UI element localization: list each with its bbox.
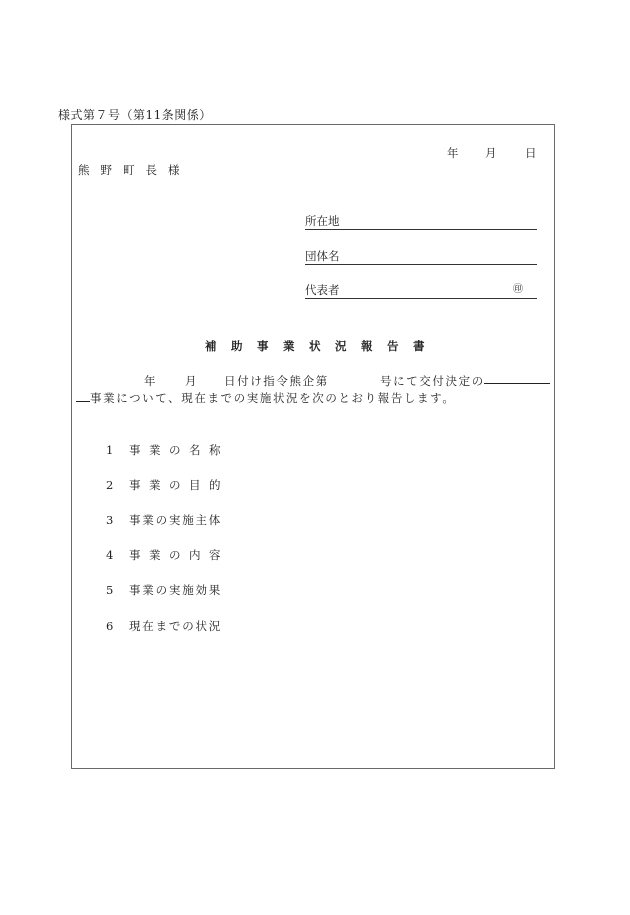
item-implementing-body [106, 512, 222, 528]
item-number: 5 [106, 583, 114, 597]
item-number: 6 [106, 619, 114, 633]
item-label: 事業の実施主体 [129, 513, 223, 527]
addressee: 熊野町長様 [78, 163, 191, 177]
item-label: 事業の名称 [129, 443, 229, 457]
body-report-text: 事業について、現在までの実施状況を次のとおり報告します。 [90, 391, 456, 405]
organization-name-field[interactable] [305, 248, 537, 265]
body-year-label: 年 [144, 374, 158, 388]
item-number: 3 [106, 513, 114, 527]
address-field-label: 所在地 [305, 214, 340, 228]
item-label: 現在までの状況 [129, 619, 223, 633]
form-number-label: 様式第７号（第11条関係） [58, 108, 212, 122]
item-label: 事業の実施効果 [129, 583, 223, 597]
representative-field[interactable] [305, 282, 537, 299]
item-project-name [106, 442, 229, 458]
document-title: 補助事業状況報告書 [205, 339, 439, 353]
item-number: 4 [106, 548, 114, 562]
representative-field-label: 代表者 [305, 283, 340, 297]
date-year-label: 年 [447, 146, 459, 160]
project-name-blank-2[interactable] [76, 389, 90, 402]
item-number: 1 [106, 443, 114, 457]
body-decision-text: 号にて交付決定の [380, 374, 485, 388]
item-current-status [106, 618, 222, 634]
seal-icon: ㊞ [513, 284, 523, 295]
body-month-label: 月 [185, 374, 199, 388]
project-name-blank-1[interactable] [484, 371, 550, 384]
item-project-purpose [106, 477, 229, 493]
date-day-label: 日 [525, 146, 537, 160]
item-project-content [106, 547, 229, 563]
item-label: 事業の内容 [129, 548, 229, 562]
date-month-label: 月 [485, 146, 497, 160]
organization-name-field-label: 団体名 [305, 249, 340, 263]
address-field[interactable] [305, 213, 537, 230]
body-notice-text: 日付け指令熊企第 [224, 374, 329, 388]
item-label: 事業の目的 [129, 478, 229, 492]
item-number: 2 [106, 478, 114, 492]
item-project-effect [106, 582, 222, 598]
